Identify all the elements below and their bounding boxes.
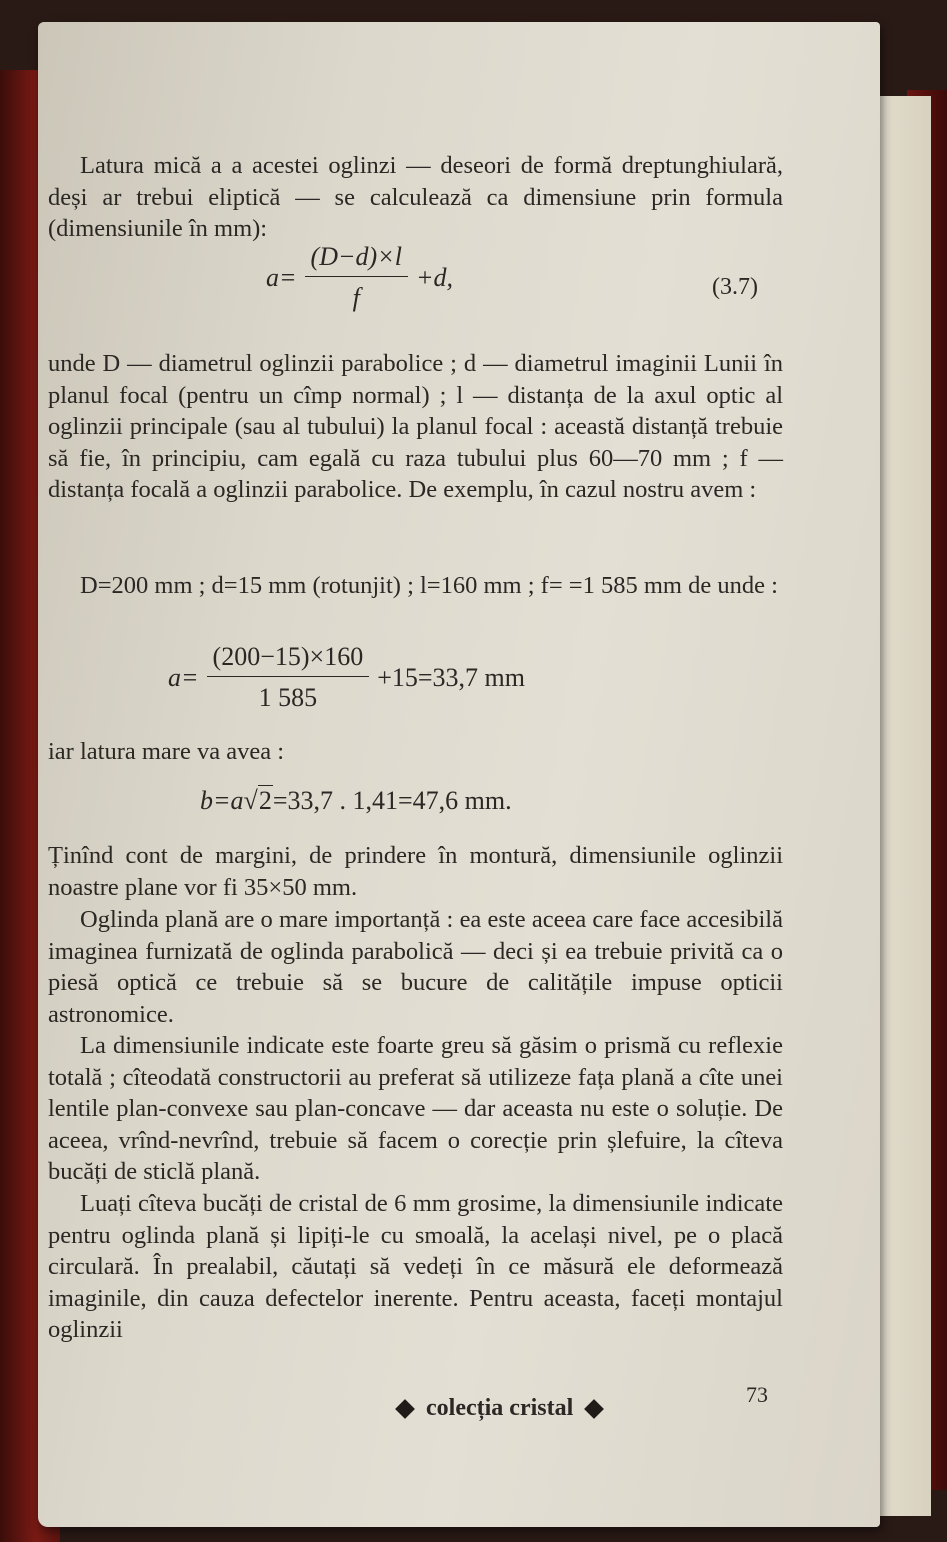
series-label: colecția cristal <box>426 1395 574 1421</box>
equation-number: (3.7) <box>712 274 758 300</box>
paragraph-instructions: Luați cîteva bucăți de cristal de 6 mm grosime, la dimensiunile indicate pentru oglinda plană și lipiți-le cu smoală, la același nivel, pe o placă circulară. În prealabil, căutați să vedeți în ce măsură ele deformează imaginile, din cauza defectelor inerente. Pentru aceasta, faceți montajul oglinzii <box>48 1190 783 1343</box>
paragraph-values: D=200 mm ; d=15 mm (rotunjit) ; l=160 mm ; f= =1 585 mm de unde : <box>80 572 778 599</box>
paragraph-importance: Oglinda plană are o mare importanță : ea este aceea care face accesibilă imaginea furnizată de oglinda parabolică — deci și ea trebuie privită ca o piesă optică ce trebuie să se bucure de calitățile impuse opticii astronomice. <box>48 906 783 1028</box>
page-number: 73 <box>746 1382 768 1407</box>
formula2-lhs: a= <box>168 662 199 692</box>
paragraph-prism: La dimensiunile indicate este foarte greu să găsim o prismă cu reflexie totală ; cîteodată constructorii au preferat să utilizeze fața plană a cîte unei lentile plan-convexe sau plan-concave — dar aceasta nu este o soluție. De aceea, vrînd-nevrînd, trebuie să facem o corecție prin șlefuire, la cîteva bucăți de sticlă plană. <box>48 1032 783 1185</box>
paragraph-margins: Ținînd cont de margini, de prindere în montură, dimensiunile oglinzii noastre plane vor fi 35×50 mm. <box>48 842 783 901</box>
formula3-prefix: b=a <box>200 786 244 815</box>
formula1-fraction <box>305 244 408 311</box>
formula2-fraction <box>207 644 370 711</box>
diamond-right-icon <box>584 1399 604 1419</box>
formula1-numerator: (D−d)×l <box>305 244 408 277</box>
formula1-lhs: a= <box>266 262 297 292</box>
sqrt-symbol: √ <box>243 786 258 815</box>
formula1-denominator: f <box>352 283 360 312</box>
formula2-denominator: 1 585 <box>258 683 318 712</box>
book-page <box>38 22 880 1527</box>
footer-series <box>398 1395 601 1422</box>
diamond-left-icon <box>395 1399 415 1419</box>
formula-a-numeric <box>168 644 525 711</box>
paragraph-long-side: iar latura mare va avea : <box>48 738 285 765</box>
formula-b <box>200 786 512 816</box>
formula-3-7 <box>266 244 453 311</box>
formula2-numerator: (200−15)×160 <box>207 644 370 677</box>
paragraph-definitions: unde D — diametrul oglinzii parabolice ; d — diametrul imaginii Lunii în planul focal (pentru un cîmp normal) ; l — distanța de la axul optic al oglinzii principale (sau al tubului) la planul focal : această distanță trebuie să fie, în principiu, cam egală cu raza tubului plus 60—70 mm ; f — distanța focală a oglinzii parabolice. De exemplu, în cazul nostru avem : <box>48 350 783 503</box>
paragraph-intro: Latura mică a a acestei oglinzi — deseori de formă dreptunghiulară, deși ar trebui eliptică — se calculează ca dimensiune prin formula (dimensiunile în mm): <box>48 152 783 242</box>
formula2-rhs: +15=33,7 mm <box>377 662 525 692</box>
formula1-rhs: +d, <box>415 262 453 292</box>
formula3-radical: 2 <box>258 786 272 815</box>
formula3-suffix: =33,7 . 1,41=47,6 mm. <box>272 786 512 815</box>
